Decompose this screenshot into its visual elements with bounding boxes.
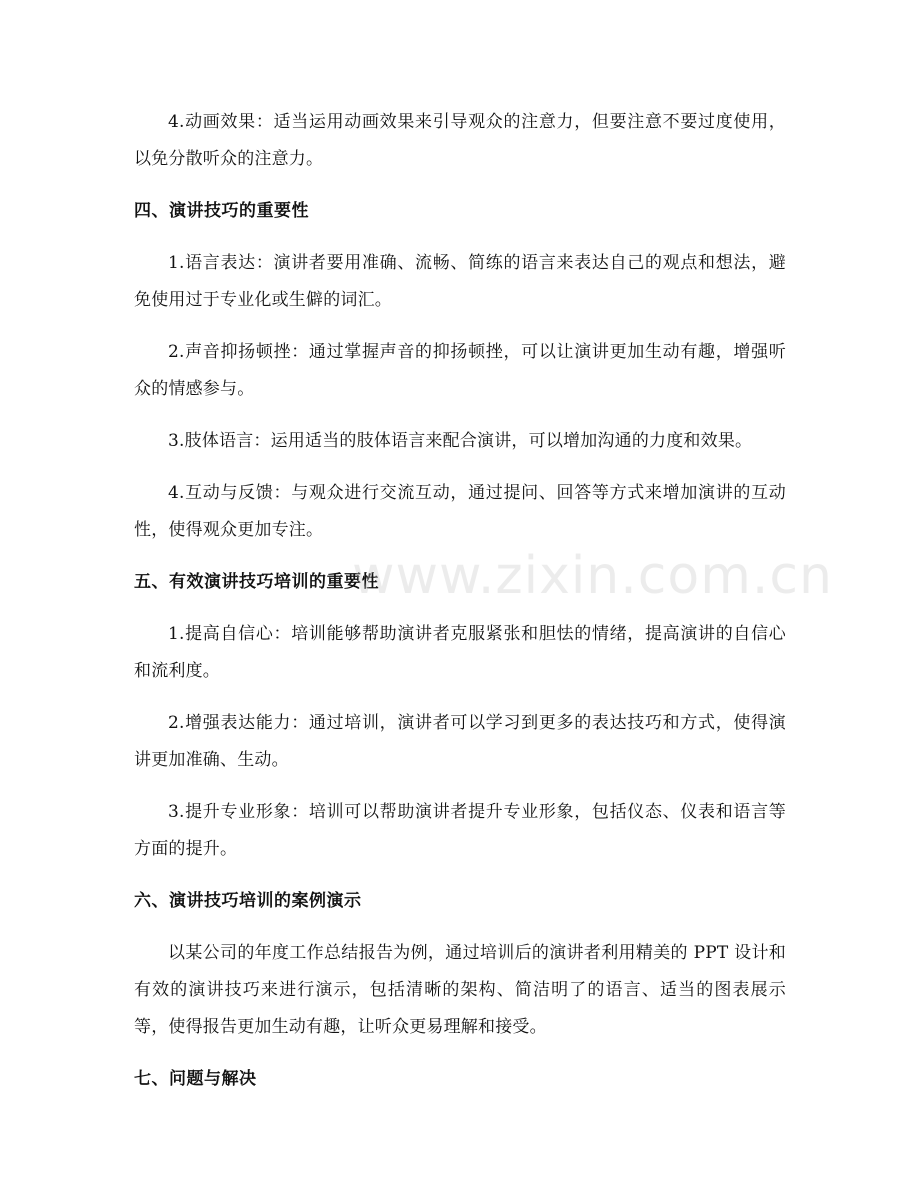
- paragraph-confidence: 1.提高自信心：培训能够帮助演讲者克服紧张和胆怯的情绪，提高演讲的自信心和流利度。: [134, 624, 786, 681]
- paragraph-voice-intonation: 2.声音抑扬顿挫：通过掌握声音的抑扬顿挫，可以让演讲更加生动有趣，增强听众的情感参与。: [134, 342, 786, 399]
- paragraph-expression-ability: 2.增强表达能力：通过培训，演讲者可以学习到更多的表达技巧和方式，使得演讲更加准确、生动。: [134, 713, 786, 770]
- paragraph-case-demo: 以某公司的年度工作总结报告为例，通过培训后的演讲者利用精美的 PPT 设计和有效的演讲技巧来进行演示，包括清晰的架构、简洁明了的语言、适当的图表展示等，使得报告更加生动有趣，让听众更易理解和接受。: [134, 943, 786, 1037]
- paragraph-animation-effects: 4.动画效果：适当运用动画效果来引导观众的注意力，但要注意不要过度使用，以免分散听众的注意力。: [134, 112, 786, 169]
- paragraph-body-language: 3.肢体语言：运用适当的肢体语言来配合演讲，可以增加沟通的力度和效果。: [168, 431, 753, 451]
- watermark: www.zixin.com.cn: [352, 546, 833, 606]
- section-heading-7: 七、问题与解决: [134, 1069, 257, 1089]
- section-heading-6: 六、演讲技巧培训的案例演示: [134, 891, 362, 911]
- section-heading-4: 四、演讲技巧的重要性: [134, 201, 309, 221]
- paragraph-professional-image: 3.提升专业形象：培训可以帮助演讲者提升专业形象，包括仪态、仪表和语言等方面的提升。: [134, 802, 786, 859]
- section-heading-5: 五、有效演讲技巧培训的重要性: [134, 572, 379, 592]
- paragraph-interaction-feedback: 4.互动与反馈：与观众进行交流互动，通过提问、回答等方式来增加演讲的互动性，使得观众更加专注。: [134, 483, 786, 540]
- document-body: [134, 104, 786, 1113]
- paragraph-language-expression: 1.语言表达：演讲者要用准确、流畅、简练的语言来表达自己的观点和想法，避免使用过于专业化或生僻的词汇。: [134, 253, 786, 310]
